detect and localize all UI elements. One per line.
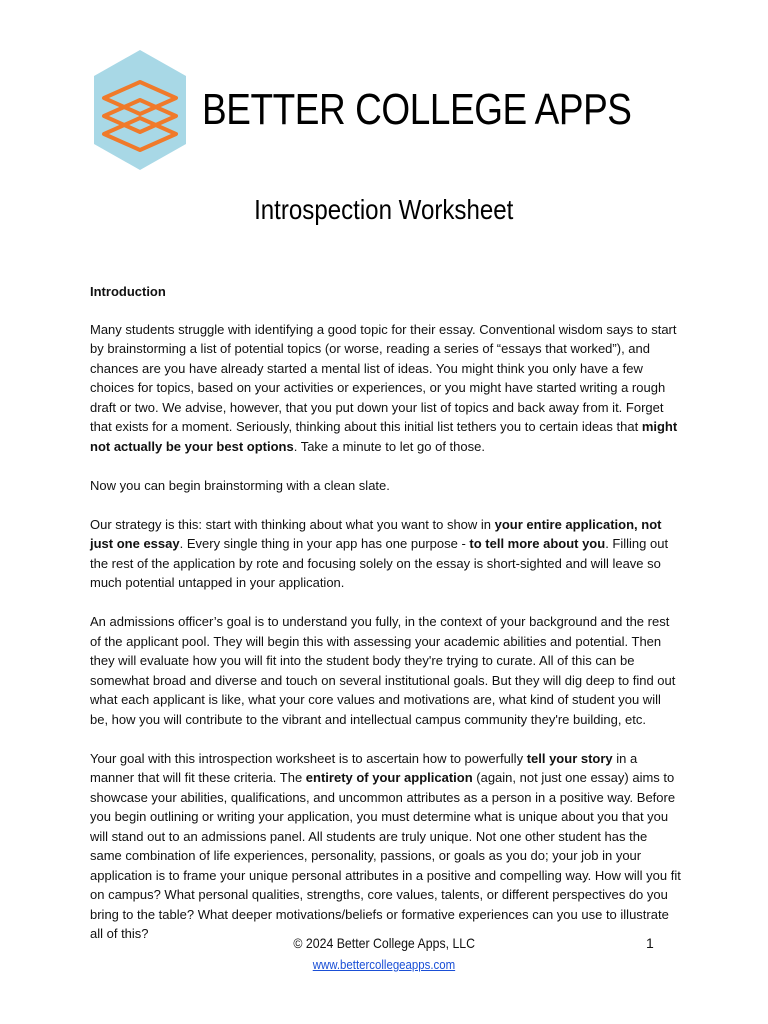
paragraph-5-text-c: (again, not just one essay) aims to showcase your abilities, qualifications, and uncommon attributes as a person in a positive way. Before you begin outlining or writing your application, you must determine what is unique about you that you will stand out to an admissions panel. All students are truly unique. Not one other student has the same combination of life experiences, personality, passions, or goals as you do; your job in your application is to frame your unique personal attributes in a positive and compelling way. How will you fit on campus? What personal qualities, strengths, core values, talents, or different perspectives do you bring to the table? What deeper motivations/beliefs or formative experiences can you use to illustrate all of this? bbox=[90, 770, 681, 941]
brand-name: BETTER COLLEGE APPS bbox=[202, 85, 632, 134]
paragraph-3-text-b: . Every single thing in your app has one purpose - bbox=[179, 536, 470, 551]
paragraph-5 bbox=[90, 749, 682, 944]
paragraph-1 bbox=[90, 320, 682, 457]
page-title bbox=[0, 194, 768, 226]
document-body bbox=[90, 282, 682, 963]
stacked-layers-hexagon-icon bbox=[92, 48, 188, 172]
header bbox=[92, 48, 713, 172]
page-title-text: Introspection Worksheet bbox=[254, 194, 514, 225]
page-number: 1 bbox=[646, 935, 654, 951]
website-link[interactable]: www.bettercollegeapps.com bbox=[312, 957, 456, 972]
copyright-text: © 2024 Better College Apps, LLC bbox=[293, 935, 475, 951]
paragraph-5-bold-a: tell your story bbox=[526, 750, 613, 766]
paragraph-2: Now you can begin brainstorming with a clean slate. bbox=[90, 477, 390, 493]
paragraph-1-bold-a: might not actually be your best options bbox=[90, 419, 678, 454]
paragraph-5-bold-b: entirety of your application bbox=[305, 770, 473, 785]
paragraph-5-text-a: Your goal with this introspection worksheet is to ascertain how to powerfully bbox=[90, 750, 527, 766]
paragraph-3-text-a: Our strategy is this: start with thinking about what you want to show in bbox=[90, 516, 495, 532]
paragraph-1-text-a: Many students struggle with identifying a good topic for their essay. Conventional wisdom says to start by brainstorming a list of potential topics (or worse, reading a series of “essays that worked”), and chances are you have already started a mental list of ideas. You might think you only have a few choices for topics, based on your activities or experiences, or you might have started writing a rough draft or two. We advise, however, that you put down your list of topics and back away from it. Forget that exists for a moment. Seriously, thinking about this initial list tethers you to certain ideas that bbox=[90, 321, 677, 434]
paragraph-3 bbox=[90, 515, 682, 593]
paragraph-3-bold-b: to tell more about you bbox=[469, 536, 606, 551]
paragraph-4: An admissions officer’s goal is to understand you fully, in the context of your background and the rest of the applicant pool. They will begin this with assessing your academic abilities and potential. Then they will evaluate how you will fit into the student body they're trying to curate. All of this can be somewhat broad and diverse and touch on several institutional goals. But they will dig deep to find out what each applicant is like, what your core values and motivations are, what kind of student you will be, how you will contribute to the vibrant and intellectual campus community they're building, etc. bbox=[90, 614, 676, 727]
footer-website bbox=[0, 957, 768, 972]
paragraph-5-text-b: in a manner that will fit these criteria. The bbox=[90, 750, 638, 785]
section-heading: Introduction bbox=[90, 284, 166, 299]
paragraph-3-text-c: . Filling out the rest of the application by rote and focusing solely on the essay is short-sighted and will leave so much potential untapped in your application. bbox=[90, 536, 669, 590]
paragraph-3-bold-a: your entire application, not just one essay bbox=[90, 516, 662, 551]
paragraph-1-text-b: . Take a minute to let go of those. bbox=[293, 438, 485, 454]
